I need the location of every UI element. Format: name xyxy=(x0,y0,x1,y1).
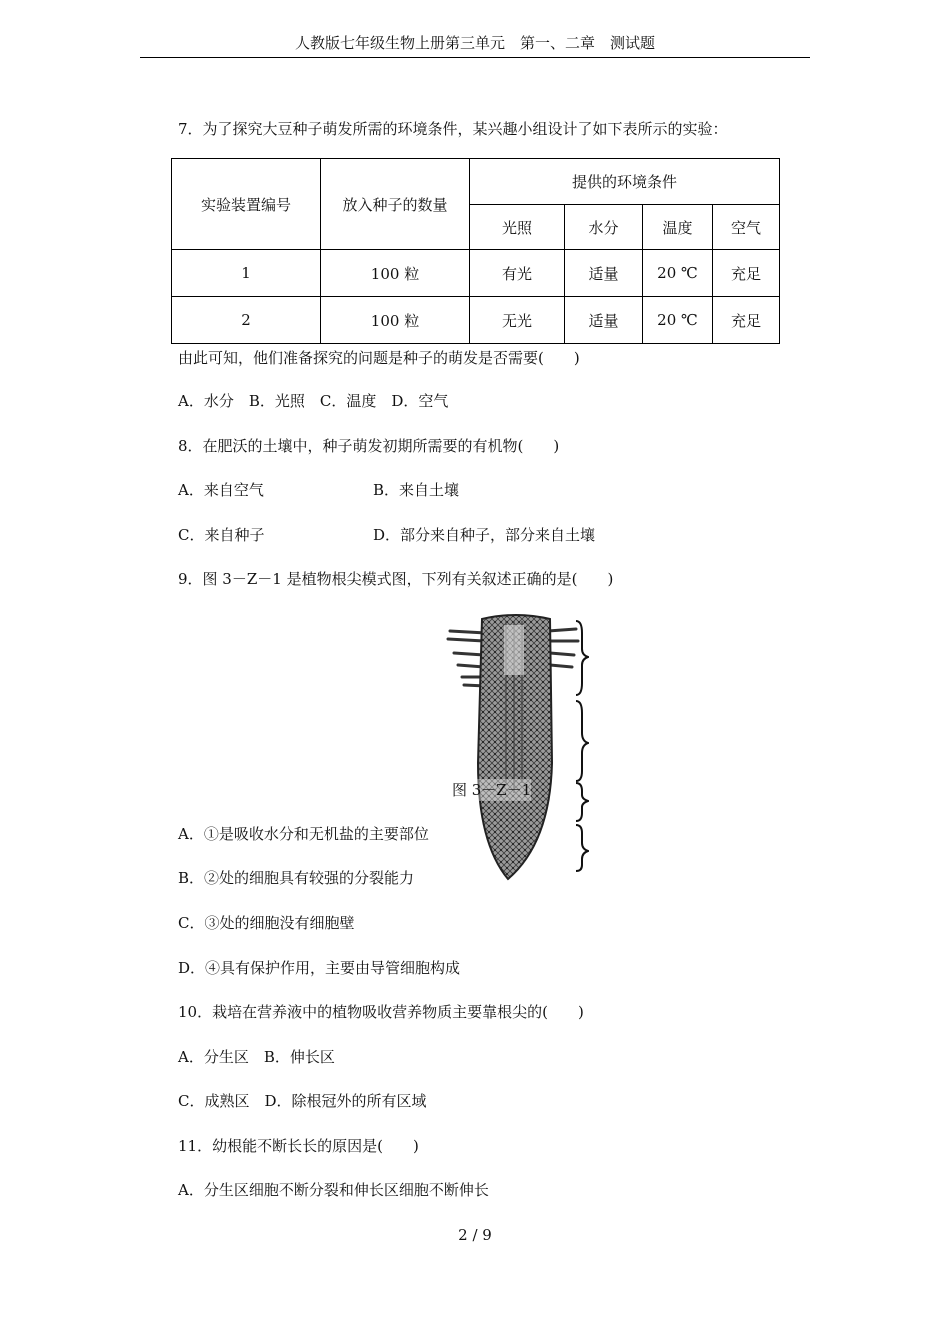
page-header: 人教版七年级生物上册第三单元 第一、二章 测试题 xyxy=(294,34,655,52)
q10-options-row-2: C．成熟区 D．除根冠外的所有区域 xyxy=(178,1092,427,1110)
q10-stem: 10．栽培在营养液中的植物吸收营养物质主要靠根尖的( ) xyxy=(178,1003,584,1021)
q8-option-b: B．来自土壤 xyxy=(373,481,460,499)
table-row xyxy=(172,297,780,344)
q11-stem: 11．幼根能不断长长的原因是( ) xyxy=(178,1137,419,1155)
q8-option-a: A．来自空气 xyxy=(178,481,264,499)
q9-option-c: C．③处的细胞没有细胞壁 xyxy=(178,914,355,932)
q7-options: A．水分 B．光照 C．温度 D．空气 xyxy=(178,392,449,410)
q9-stem: 9．图 3－Z－1 是植物根尖模式图，下列有关叙述正确的是( ) xyxy=(178,570,614,588)
root-tip-figure xyxy=(444,613,589,883)
q8-option-d: D．部分来自种子，部分来自土壤 xyxy=(373,526,596,544)
header-seed-count: 放入种子的数量 xyxy=(321,159,470,250)
q8-options-row-2 xyxy=(178,523,778,547)
header-rule xyxy=(140,57,810,58)
cell-water: 适量 xyxy=(565,297,643,344)
cell-air: 充足 xyxy=(713,297,780,344)
cell-temperature: 20 ℃ xyxy=(643,250,713,297)
header-device-number: 实验装置编号 xyxy=(172,159,321,250)
q9-option-a: A．①是吸收水分和无机盐的主要部位 xyxy=(178,825,429,843)
q7-stem: 7．为了探究大豆种子萌发所需的环境条件，某兴趣小组设计了如下表所示的实验： xyxy=(178,120,728,138)
figure-caption: 图 3－Z－1 xyxy=(452,781,532,799)
q8-options-row-1 xyxy=(178,478,778,502)
q8-option-c: C．来自种子 xyxy=(178,526,265,544)
subheader-air: 空气 xyxy=(713,205,780,250)
q9-option-d: D．④具有保护作用，主要由导管细胞构成 xyxy=(178,959,461,977)
experiment-table xyxy=(171,158,780,344)
page-number: 2 / 9 xyxy=(458,1226,492,1244)
cell-water: 适量 xyxy=(565,250,643,297)
subheader-temperature: 温度 xyxy=(643,205,713,250)
cell-light: 无光 xyxy=(470,297,565,344)
q7-question: 由此可知，他们准备探究的问题是种子的萌发是否需要( ) xyxy=(178,349,580,367)
cell-temperature: 20 ℃ xyxy=(643,297,713,344)
q8-stem: 8．在肥沃的土壤中，种子萌发初期所需要的有机物( ) xyxy=(178,437,560,455)
table-row xyxy=(172,250,780,297)
subheader-water: 水分 xyxy=(565,205,643,250)
q9-option-b: B．②处的细胞具有较强的分裂能力 xyxy=(178,869,415,887)
subheader-light: 光照 xyxy=(470,205,565,250)
cell-device-id: 2 xyxy=(172,297,321,344)
q11-option-a: A．分生区细胞不断分裂和伸长区细胞不断伸长 xyxy=(178,1181,489,1199)
cell-light: 有光 xyxy=(470,250,565,297)
cell-seed-count: 100 粒 xyxy=(321,250,470,297)
header-conditions: 提供的环境条件 xyxy=(470,159,780,205)
cell-seed-count: 100 粒 xyxy=(321,297,470,344)
q10-options-row-1: A．分生区 B．伸长区 xyxy=(178,1048,335,1066)
cell-air: 充足 xyxy=(713,250,780,297)
zone-braces xyxy=(576,621,588,871)
cell-device-id: 1 xyxy=(172,250,321,297)
